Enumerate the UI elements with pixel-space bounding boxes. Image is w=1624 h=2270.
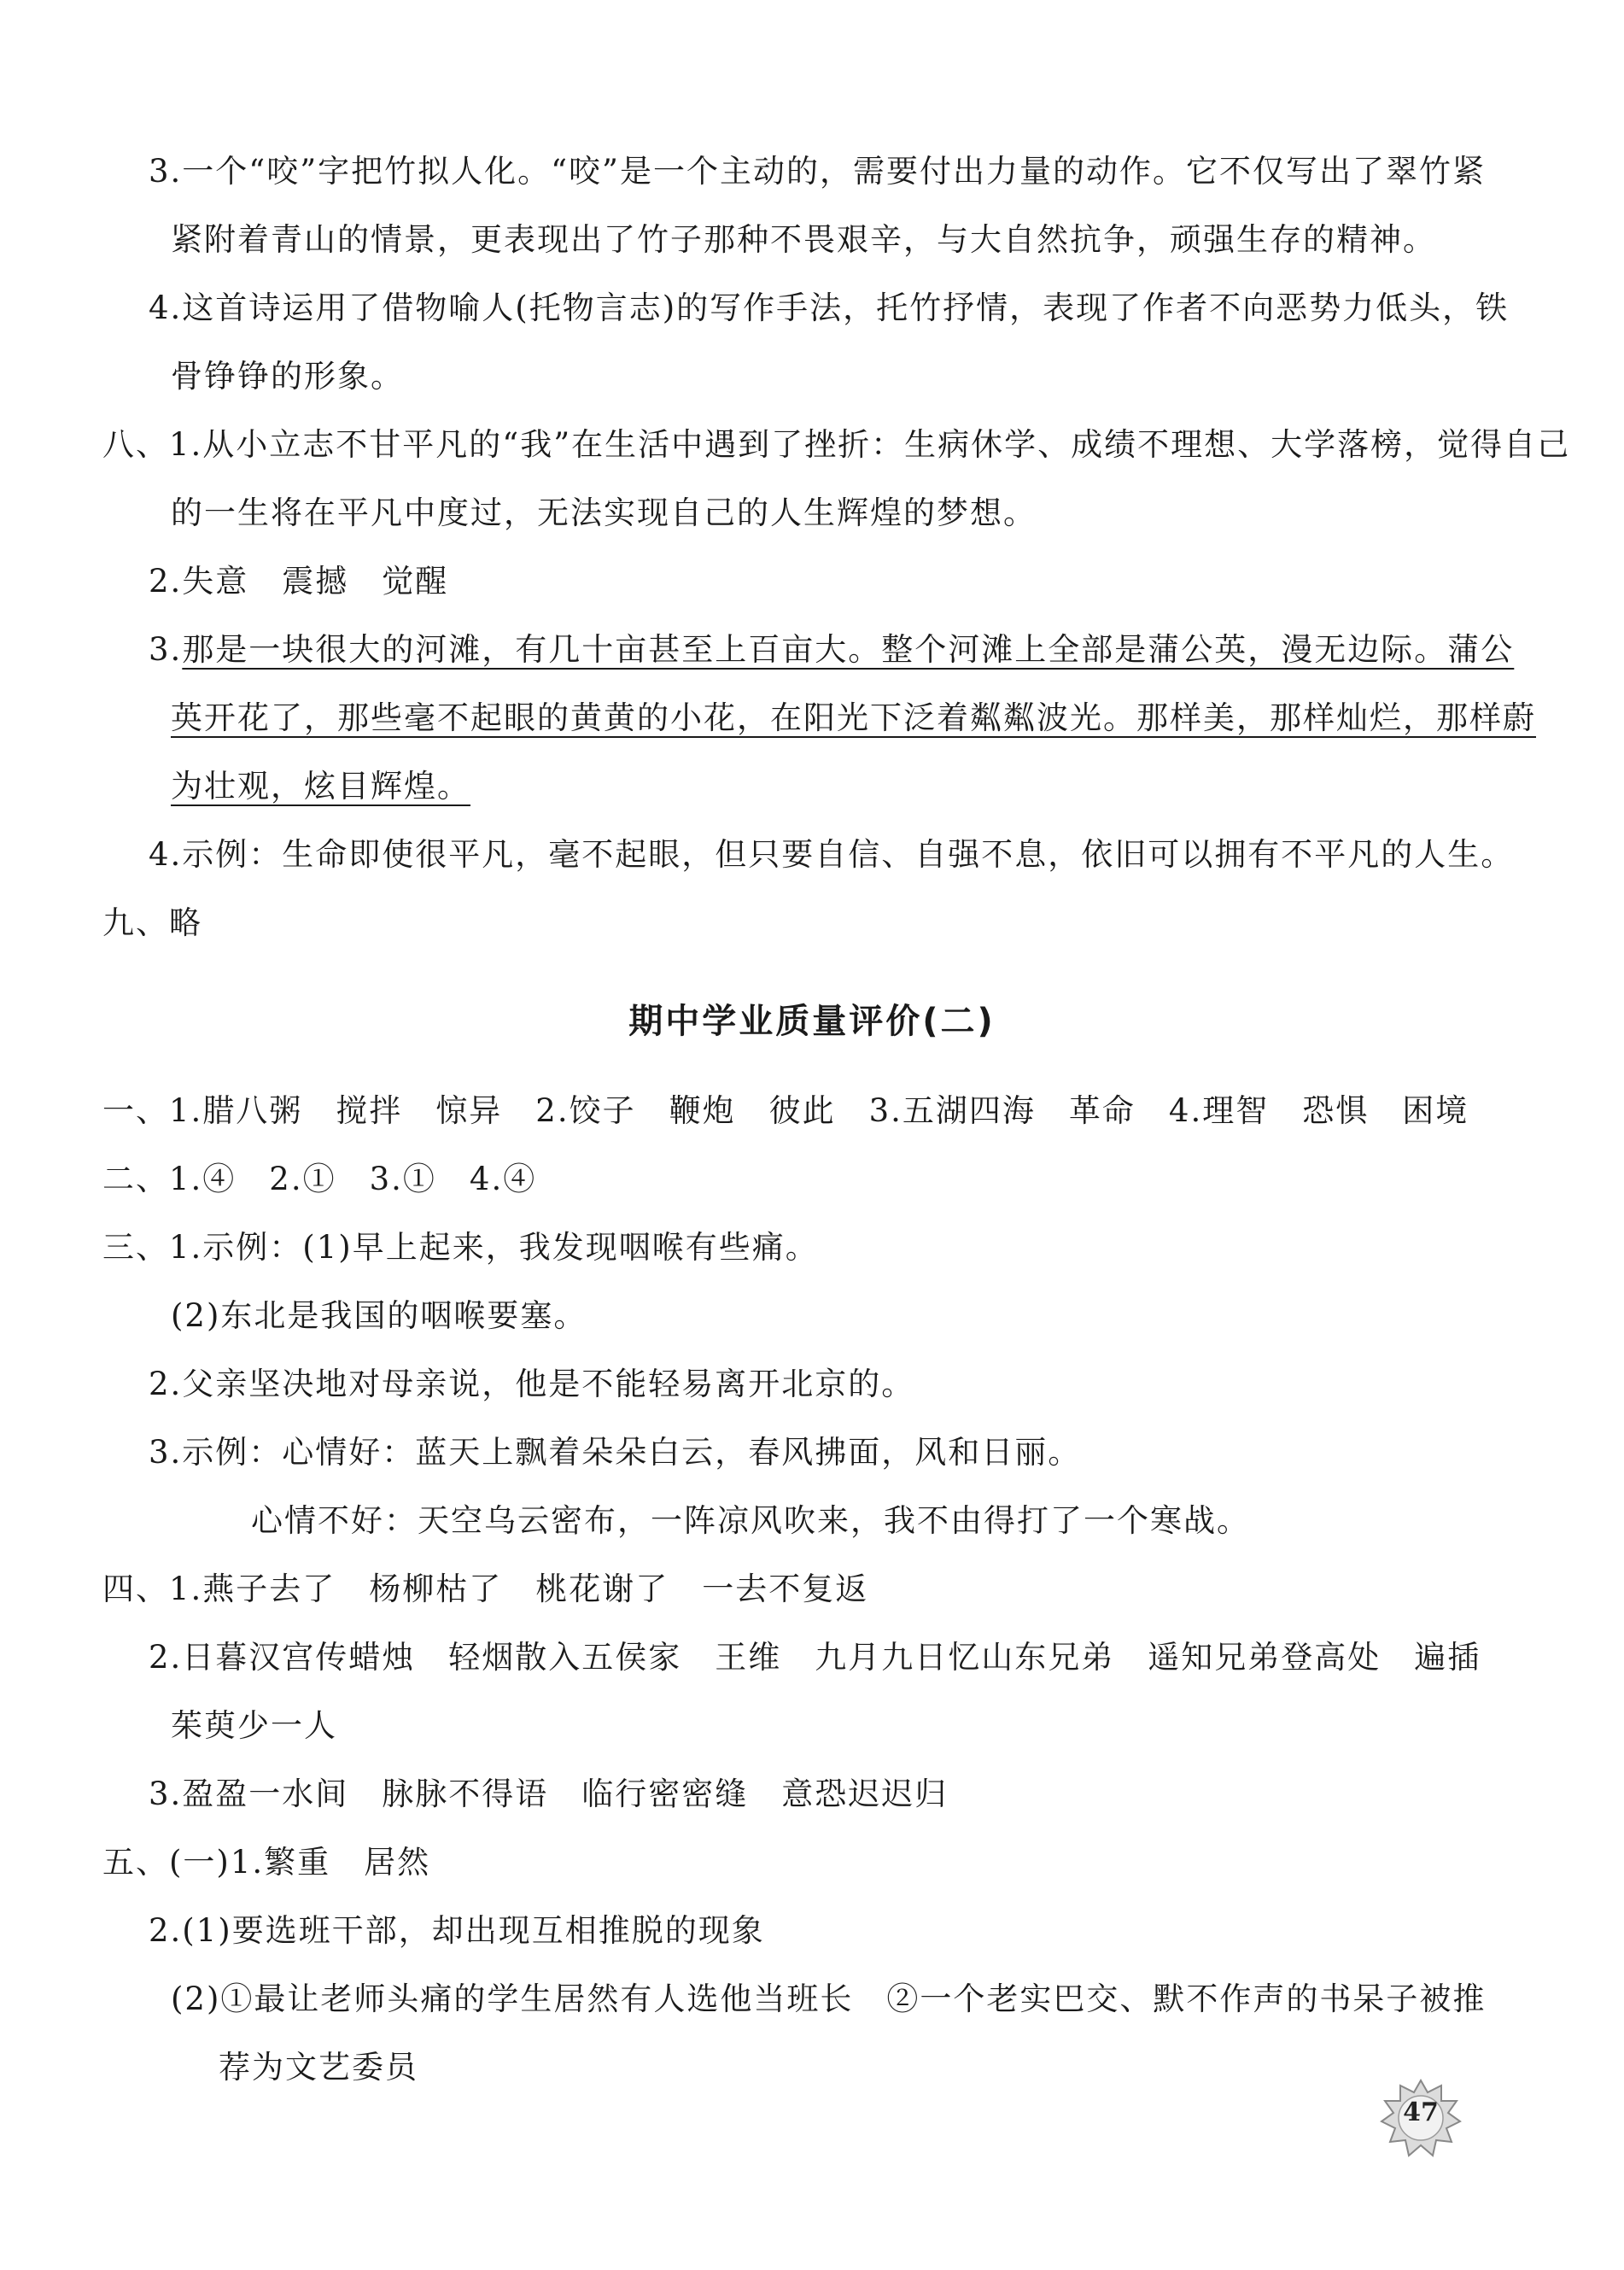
underlined-text: 那是一块很大的河滩，有几十亩甚至上百亩大。整个河滩上全部是蒲公英，漫无边际。蒲公 — [182, 631, 1515, 668]
answer-line: 二、1.④ 2.① 3.① 4.④ — [102, 1161, 537, 1197]
answer-line: 心情不好：天空乌云密布，一阵凉风吹来，我不由得打了一个寒战。 — [251, 1502, 1250, 1539]
answer-line: 九、略 — [102, 904, 202, 941]
underlined-text: 英开花了，那些毫不起眼的黄黄的小花，在阳光下泛着粼粼波光。那样美，那样灿烂，那样蔚 — [171, 699, 1536, 736]
answer-line: 3.盈盈一水间 脉脉不得语 临行密密缝 意恐迟迟归 — [149, 1776, 949, 1812]
answer-line: 的一生将在平凡中度过，无法实现自己的人生辉煌的梦想。 — [171, 494, 1037, 531]
underlined-text: 为壮观，炫目辉煌。 — [171, 768, 470, 804]
answer-line: 3.一个“咬”字把竹拟人化。“咬”是一个主动的，需要付出力量的动作。它不仅写出了翠竹紧 — [149, 153, 1486, 190]
answer-line — [171, 697, 1536, 740]
answer-line: 2.日暮汉宫传蜡烛 轻烟散入五侯家 王维 九月九日忆山东兄弟 遥知兄弟登高处 遍插 — [149, 1639, 1481, 1676]
answer-line: 3.示例：心情好：蓝天上飘着朵朵白云，春风拂面，风和日丽。 — [149, 1434, 1082, 1471]
answer-line: 荐为文艺委员 — [219, 2049, 418, 2086]
answer-line — [171, 765, 470, 808]
answer-line: 三、1.示例：(1)早上起来，我发现咽喉有些痛。 — [102, 1229, 819, 1266]
answer-line: (2)①最让老师头痛的学生居然有人选他当班长 ②一个老实巴交、默不作声的书呆子被推 — [171, 1980, 1487, 2017]
answer-line: 2.失意 震撼 觉醒 — [149, 563, 449, 600]
answer-line: 4.这首诗运用了借物喻人(托物言志)的写作手法，托竹抒情，表现了作者不向恶势力低头，铁 — [149, 290, 1510, 326]
answer-line: 紧附着青山的情景，更表现出了竹子那种不畏艰辛，与大自然抗争，顽强生存的精神。 — [171, 221, 1436, 258]
page-number-badge — [1380, 2077, 1462, 2159]
answer-line: 一、1.腊八粥 搅拌 惊异 2.饺子 鞭炮 彼此 3.五湖四海 革命 4.理智 恐惧 困境 — [102, 1092, 1469, 1129]
answer-line: (2)东北是我国的咽喉要塞。 — [171, 1297, 587, 1334]
section-title: 期中学业质量评价(二) — [628, 1002, 996, 1041]
answer-line — [149, 629, 1514, 671]
page-number: 47 — [1403, 2097, 1439, 2127]
answer-line: 四、1.燕子去了 杨柳枯了 桃花谢了 一去不复返 — [102, 1571, 869, 1607]
answer-line: 2.(1)要选班干部，却出现互相推脱的现象 — [149, 1912, 765, 1949]
item-number: 3. — [149, 631, 183, 668]
answer-line: 茱萸少一人 — [171, 1707, 337, 1744]
answer-line: 2.父亲坚决地对母亲说，他是不能轻易离开北京的。 — [149, 1366, 915, 1402]
answer-line: 五、(一)1.繁重 居然 — [102, 1844, 431, 1881]
answer-line: 4.示例：生命即使很平凡，毫不起眼，但只要自信、自强不息，依旧可以拥有不平凡的人生。 — [149, 836, 1515, 873]
answer-line: 骨铮铮的形象。 — [171, 358, 404, 395]
answer-line: 八、1.从小立志不甘平凡的“我”在生活中遇到了挫折：生病休学、成绩不理想、大学落榜，觉得自己 — [102, 426, 1571, 463]
